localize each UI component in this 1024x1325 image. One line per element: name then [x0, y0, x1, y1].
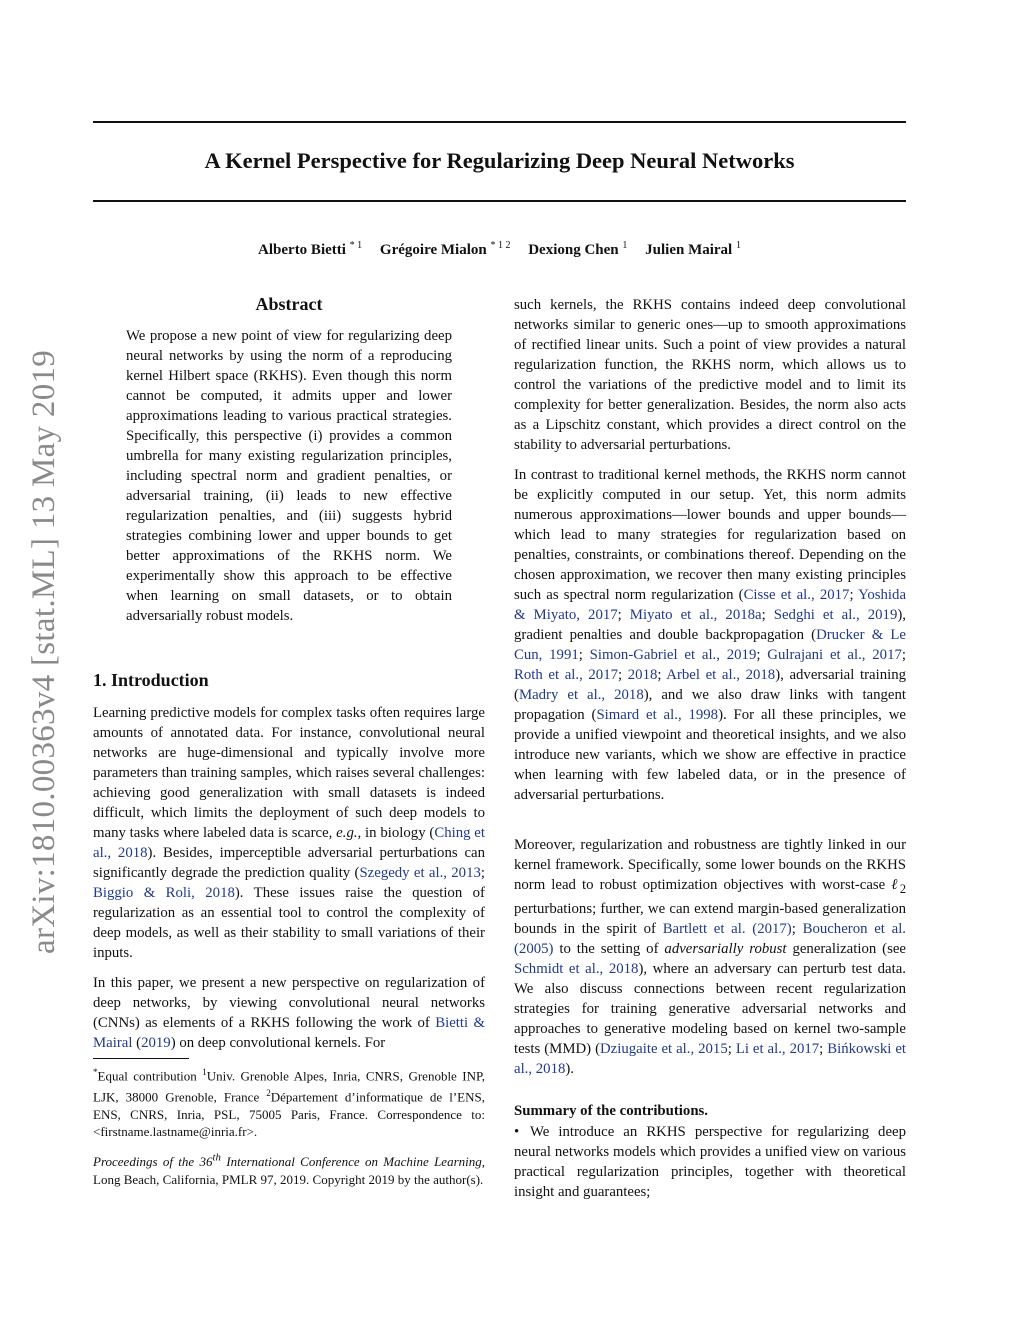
bullet-icon: • [514, 1124, 520, 1140]
citation-link[interactable]: Schmidt et al., 2018 [514, 960, 639, 977]
citation-link[interactable]: Yoshida & Miyato, 2017 [514, 587, 907, 623]
summary-heading: Summary of the contributions. [514, 1103, 709, 1119]
contribution-bullet: • We introduce an RKHS perspective for regularizing deep neural networks models which provides a unified view on various practical regularization principles, together with theoretical insight and guarantees; [514, 1124, 906, 1200]
arxiv-stamp: arXiv:1810.00363v4 [stat.ML] 13 May 2019 [26, 349, 62, 954]
citation-link[interactable]: Biggio & Roli, 2018 [93, 885, 235, 901]
citation-link[interactable]: Boucheron et al. (2005) [514, 920, 906, 957]
citation-link[interactable]: Gulrajani et al., 2017 [767, 647, 902, 663]
author: Julien Mairal $^1$ [645, 240, 741, 258]
right-paragraph-2: In contrast to traditional kernel methods, the RKHS norm cannot be explicitly computed in our setup. Yet, this norm admits numerous approximations—lower bounds and upper bounds—which lead to many strategies for regularization based on penalties, constraints, or combinations thereof. Depending on the chosen approximation, we recover then many existing principles such as spectral norm regularization (Cisse et al., 2017; Yoshida & Miyato, 2017; Miyato et al., 2018a; Sedghi et al., 2019), gradient penalties and double backpropagation (Drucker & Le Cun, 1991; Simon-Gabriel et al., 2019; Gulrajani et al., 2017; Roth et al., 2017; 2018; Arbel et al., 2018), adversarial training (Madry et al., 2018), and we also draw links with tangent propagation (Simard et al., 1998). For all these principles, we provide a unified viewpoint and theoretical insights, and we also introduce new variants, which we show are effective in practice when learning with few labeled data, or in the presence of adversarial perturbations. [514, 467, 907, 803]
abstract-heading: Abstract [255, 294, 323, 314]
citation-link[interactable]: Roth et al., 2017 [514, 667, 619, 683]
intro-paragraph-1: Learning predictive models for complex tasks often requires large amounts of annotated data. For instance, convolutional neural networks are huge-dimensional and typically involve more parameters than training samples, which raises several challenges: achieving good generalization with small datasets is indeed difficult, which limits the deployment of such deep models to many tasks where labeled data is scarce, e.g., in biology (Ching et al., 2018). Besides, imperceptible adversarial perturbations can significantly degrade the prediction quality (Szegedy et al., 2013; Biggio & Roli, 2018). These issues raise the question of regularization as an essential tool to control the complexity of deep models, as well as their stability to small variations of their inputs. [93, 705, 485, 961]
citation-link[interactable]: Simard et al., 1998 [596, 707, 719, 723]
citation-link[interactable]: Ching et al., 2018 [93, 825, 485, 861]
citation-link[interactable]: Bińkowski et al., 2018 [514, 1040, 907, 1077]
footnote-rule [93, 1058, 189, 1059]
title-rule-bottom [93, 200, 906, 202]
citation-link[interactable]: Miyato et al., 2018a [629, 607, 762, 623]
author: Dexiong Chen $^1$ [528, 240, 628, 258]
citation-link[interactable]: Sedghi et al., 2019 [773, 607, 898, 623]
citation-link[interactable]: Szegedy et al., 2013 [359, 865, 481, 881]
citation-link[interactable]: 2019 [141, 1035, 171, 1051]
author: Grégoire Mialon $^{* 1 2}$ [379, 240, 511, 258]
citation-link[interactable]: Dziugaite et al., 2015 [600, 1040, 728, 1057]
paper-title: A Kernel Perspective for Regularizing Deep Neural Networks [204, 148, 795, 173]
author: Alberto Bietti $^{* 1}$ [258, 240, 363, 258]
citation-link[interactable]: Bartlett et al. (2017) [662, 920, 792, 937]
citation-link[interactable]: Drucker & Le Cun, 1991 [514, 627, 906, 663]
proceedings-note: Proceedings of the 36th International Conference on Machine Learning, Long Beach, California, PMLR 97, 2019. Copyright 2019 by the author(s). [93, 1152, 485, 1187]
affiliation-footnote: *Equal contribution $^1$Univ. Grenoble Alpes, Inria, CNRS, Grenoble INP, LJK, 38000 Grenoble, France $^2$Département d’informatique de l’ENS, ENS, CNRS, Inria, PSL, 75005 Paris, France. Correspondence to: <firstname.lastname@inria.fr>. [93, 1067, 486, 1140]
right-paragraph-1: such kernels, the RKHS contains indeed deep convolutional networks similar to generic ones—up to smooth approximations of rectified linear units. Such a point of view provides a natural regularization function, the RKHS norm, which allows us to control the variations of the predictive model and to limit its complexity for better generalization. Besides, the norm also acts as a Lipschitz constant, which provides a direct control on the stability to adversarial perturbations. [514, 297, 906, 453]
abstract-text: We propose a new point of view for regularizing deep neural networks by using the norm of a reproducing kernel Hilbert space (RKHS). Even though this norm cannot be computed, it admits upper and lower approximations leading to various practical strategies. Specifically, this perspective (i) provides a common umbrella for many existing regularization principles, including spectral norm and gradient penalties, or adversarial training, (ii) leads to new effective regularization penalties, and (iii) suggests hybrid strategies combining lower and upper bounds to get better approximations of the RKHS norm. We experimentally show this approach to be effective when learning on small datasets, or to obtain adversarially robust models. [126, 328, 452, 624]
right-paragraph-3: Moreover, regularization and robustness are tightly linked in our kernel framework. Specifically, some lower bounds on the RKHS norm lead to robust optimization objectives with worst-case ℓ$_2$ perturbations; further, we can extend margin-based generalization bounds in the spirit of Bartlett et al. (2017); Boucheron et al. (2005) to the setting of adversarially robust generalization (see Schmidt et al., 2018), where an adversary can perturb test data. We also discuss connections between recent regularization strategies for training generative adversarial networks and approaches to generative modeling based on kernel two-sample tests (MMD) (Dziugaite et al., 2015; Li et al., 2017; Bińkowski et al., 2018). [514, 837, 907, 1077]
citation-link[interactable]: Simon-Gabriel et al., 2019 [589, 647, 757, 663]
citation-link[interactable]: 2018 [627, 667, 658, 683]
citation-link[interactable]: Cisse et al., 2017 [743, 587, 850, 603]
citation-link[interactable]: Madry et al., 2018 [518, 687, 644, 703]
intro-paragraph-2: In this paper, we present a new perspective on regularization of deep networks, by viewing convolutional neural networks (CNNs) as elements of a RKHS following the work of Bietti & Mairal (2019) on deep convolutional kernels. For [93, 975, 485, 1051]
citation-link[interactable]: Arbel et al., 2018 [666, 667, 776, 683]
citation-link[interactable]: Li et al., 2017 [735, 1040, 820, 1057]
section-heading-introduction: 1. Introduction [93, 670, 209, 690]
author-list [93, 235, 906, 261]
title-rule-top [93, 121, 906, 123]
citation-link[interactable]: Bietti & Mairal [93, 1015, 485, 1051]
